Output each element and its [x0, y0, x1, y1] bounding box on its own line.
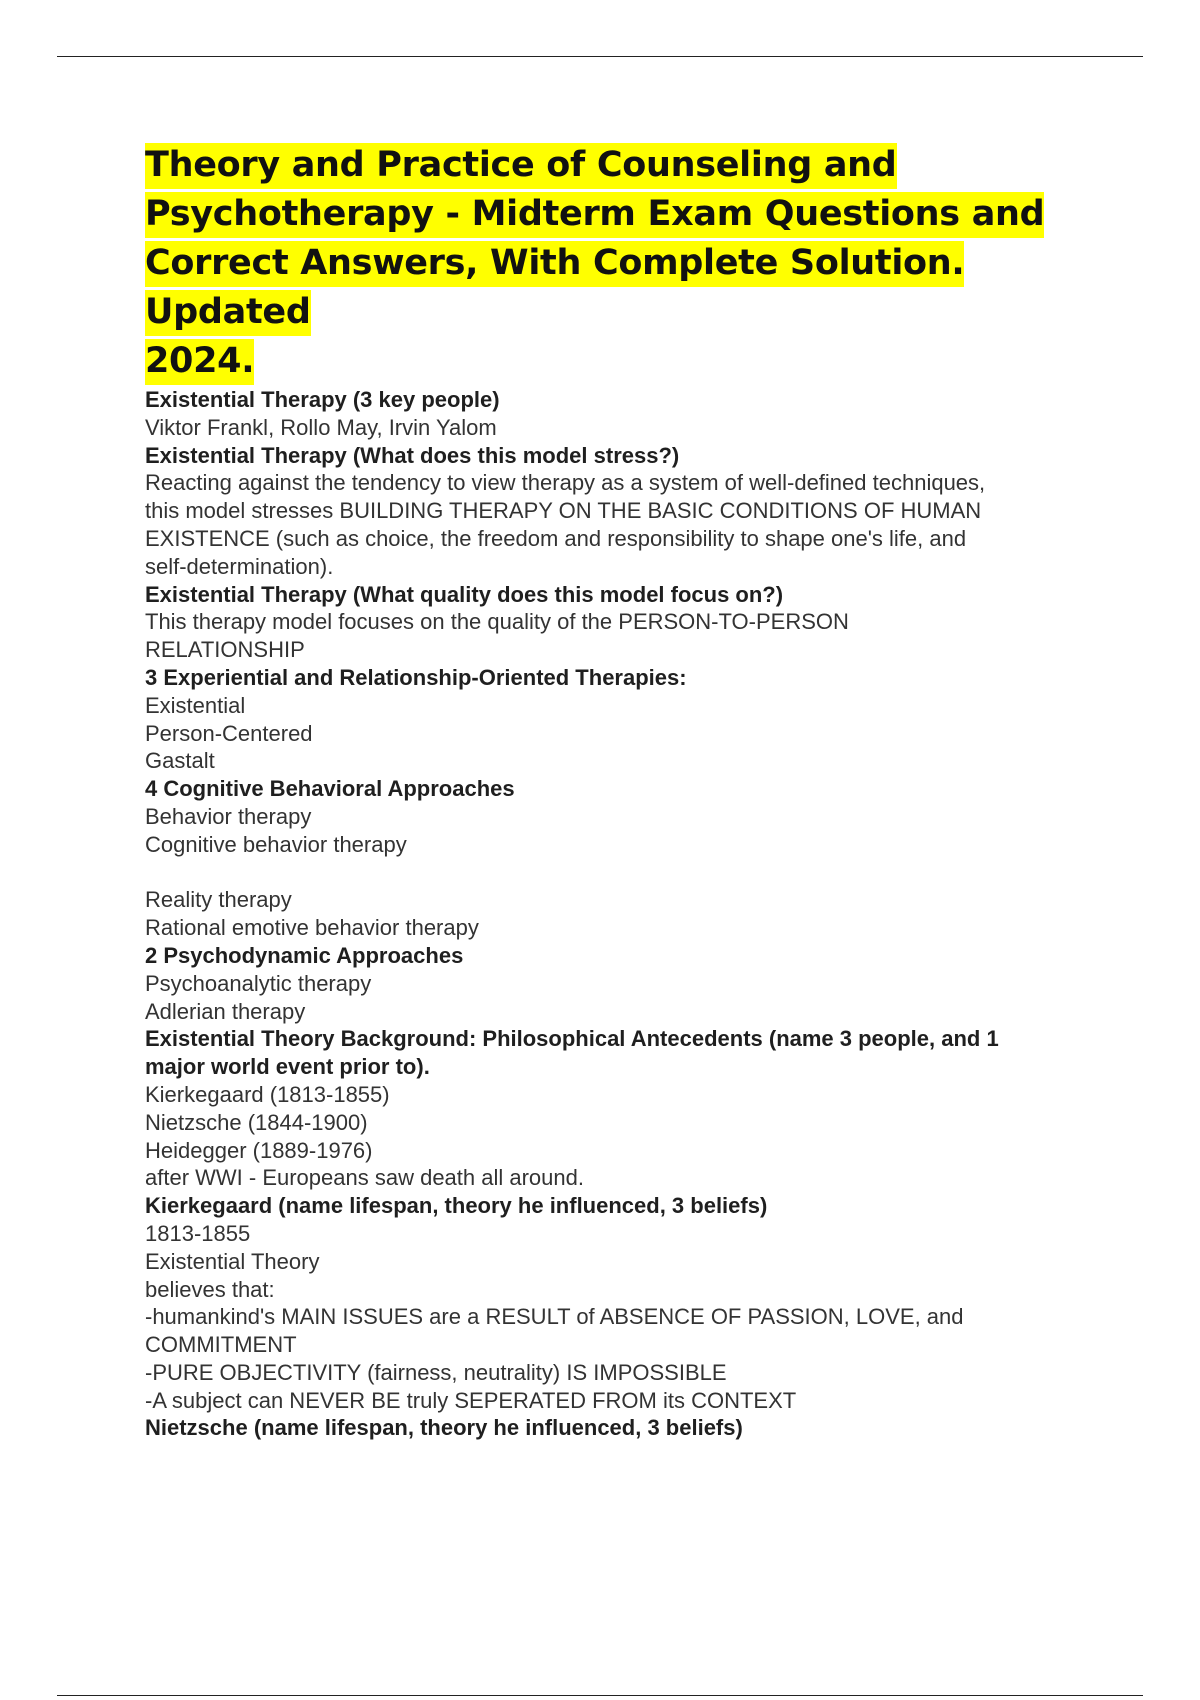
- header-rule: [57, 56, 1143, 57]
- question-line: Existential Theory Background: Philosophical Antecedents (name 3 people, and 1: [145, 1026, 999, 1052]
- question-line: Existential Therapy (What quality does this model focus on?): [145, 581, 784, 607]
- answer-line: Viktor Frankl, Rollo May, Irvin Yalom: [145, 414, 497, 440]
- footer-rule: [57, 1695, 1143, 1696]
- answer-line: RELATIONSHIP: [145, 637, 305, 663]
- question-line: Nietzsche (name lifespan, theory he influenced, 3 beliefs): [145, 1415, 743, 1441]
- title-line: 2024.: [145, 339, 254, 385]
- answer-line: COMMITMENT: [145, 1332, 297, 1358]
- document-body: [145, 386, 1085, 1442]
- answer-line: Gastalt: [145, 748, 215, 774]
- answer-line: 1813-1855: [145, 1220, 251, 1246]
- answer-line: Reacting against the tendency to view therapy as a system of well-defined techniques,: [145, 470, 986, 496]
- answer-line: -PURE OBJECTIVITY (fairness, neutrality) IS IMPOSSIBLE: [145, 1359, 727, 1385]
- answer-line: Rational emotive behavior therapy: [145, 915, 479, 941]
- answer-line: -humankind's MAIN ISSUES are a RESULT of ABSENCE OF PASSION, LOVE, and: [145, 1304, 964, 1330]
- answer-line: Cognitive behavior therapy: [145, 831, 407, 857]
- title-line: Psychotherapy - Midterm Exam Questions and: [145, 192, 1044, 238]
- question-line: Existential Therapy (3 key people): [145, 387, 500, 412]
- answer-line: this model stresses BUILDING THERAPY ON THE BASIC CONDITIONS OF HUMAN: [145, 498, 982, 524]
- question-line: 4 Cognitive Behavioral Approaches: [145, 776, 515, 802]
- answer-line: -A subject can NEVER BE truly SEPERATED FROM its CONTEXT: [145, 1387, 797, 1413]
- question-line: Existential Therapy (What does this model stress?): [145, 442, 680, 468]
- answer-line: Behavior therapy: [145, 803, 312, 829]
- answer-line: after WWI - Europeans saw death all around.: [145, 1165, 584, 1191]
- question-line: Kierkegaard (name lifespan, theory he influenced, 3 beliefs): [145, 1193, 768, 1219]
- question-line: 2 Psychodynamic Approaches: [145, 942, 464, 968]
- answer-line: Psychoanalytic therapy: [145, 970, 372, 996]
- question-line: major world event prior to).: [145, 1054, 430, 1080]
- answer-line: Existential Theory: [145, 1248, 320, 1274]
- answer-line: believes that:: [145, 1276, 275, 1302]
- answer-line: Nietzsche (1844-1900): [145, 1109, 368, 1135]
- blank-line: [145, 859, 1085, 887]
- answer-line: self-determination).: [145, 553, 334, 579]
- answer-line: Reality therapy: [145, 887, 292, 913]
- answer-line: Heidegger (1889-1976): [145, 1137, 373, 1163]
- answer-line: This therapy model focuses on the quality of the PERSON-TO-PERSON: [145, 609, 849, 635]
- answer-line: EXISTENCE (such as choice, the freedom and responsibility to shape one's life, and: [145, 525, 967, 551]
- title-line: Theory and Practice of Counseling and: [145, 143, 897, 189]
- answer-line: Existential: [145, 692, 246, 718]
- title-line: Correct Answers, With Complete Solution. Updated: [145, 241, 964, 336]
- answer-line: Person-Centered: [145, 720, 313, 746]
- answer-line: Adlerian therapy: [145, 998, 306, 1024]
- question-line: 3 Experiential and Relationship-Oriented Therapies:: [145, 664, 687, 690]
- answer-line: Kierkegaard (1813-1855): [145, 1081, 390, 1107]
- document-title: [145, 141, 1045, 386]
